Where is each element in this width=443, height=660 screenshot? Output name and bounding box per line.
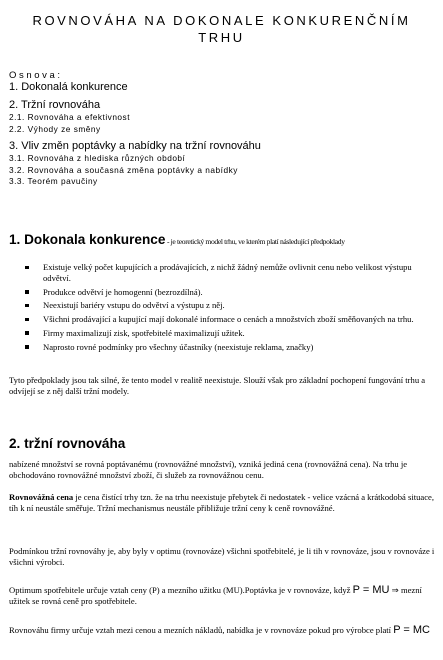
document-title xyxy=(0,12,443,46)
outline-item-2: 2. Tržní rovnováha xyxy=(9,99,101,111)
section-2-paragraph-5: Rovnováhu firmy určuje vztah mezi cenou a mezních nákladů, nabídka je v rovnováze pokud pro výrobce platí P = MC xyxy=(9,624,430,636)
outline-item-1: 1. Dokonalá konkurence xyxy=(9,81,128,93)
bullet-icon xyxy=(25,290,29,294)
assumption-list xyxy=(25,262,435,356)
list-item: Firmy maximalizují zisk, spotřebitelé maximalizují užitek. xyxy=(25,328,435,339)
outline-item-3-1: 3.1. Rovnováha z hlediska různých období xyxy=(9,153,186,163)
section-1-heading-line xyxy=(9,231,441,249)
list-item: Produkce odvětví je homogenní (bezrozdílná). xyxy=(25,287,435,298)
outline-item-2-2: 2.2. Výhody ze směny xyxy=(9,123,101,134)
section-2-paragraph-2: Rovnovážná cena je cena čistící trhy tzn. že na trhu neexistuje přebytek či nedostatek - velice vzácná a krátkodobá situace, tíh k ní neustále směřuje. Tržní mechanismus neustále přibližuje tržní ceny k ceně rovnovážné. xyxy=(9,492,434,513)
outline-item-3-3: 3.3. Teorém pavučiny xyxy=(9,176,98,186)
outline-item-3-2: 3.2. Rovnováha a současná změna poptávky a nabídky xyxy=(9,164,238,175)
list-item: Existuje velký počet kupujících a prodávajících, z nichž žádný nemůže ovlivnit cenu nebo velikost výstupu odvětví. xyxy=(25,262,435,284)
bullet-icon xyxy=(25,318,29,322)
outline xyxy=(9,70,439,188)
section-2-paragraph-3: Podmínkou tržní rovnováhy je, aby byly v optimu (rovnováze) všichni spotřebitelé, je li tih v rovnováze, jsou v rovnováze i všichni výrobci. xyxy=(9,546,435,567)
formula-p-mu: P = MU xyxy=(352,584,390,596)
bullet-icon xyxy=(25,304,29,308)
outline-item-2-1: 2.1. Rovnováha a efektivnost xyxy=(9,112,131,122)
term-equilibrium-price: Rovnovážná cena xyxy=(9,492,74,502)
bullet-icon xyxy=(25,266,29,270)
section-2-paragraph-1: nabízené množství se rovná poptávanému (rovnovážné množství), vzniká jediná cena (rovnovážná cena). Na trhu je obchodováno rovnovážné množství zboží, či služeb za rovnovážnou cenu. xyxy=(9,459,408,480)
title-line-1: ROVNOVÁHA NA DOKONALE KONKURENČNÍM xyxy=(32,13,411,28)
bullet-icon xyxy=(25,331,29,335)
title-line-2: TRHU xyxy=(198,30,245,45)
section-2-heading: 2. tržní rovnováha xyxy=(9,436,126,451)
section-1-note: - je teoretický model trhu, ve kterém platí následující předpoklady xyxy=(165,237,345,246)
section-2-paragraph-4: Optimum spotřebitele určuje vztah ceny (P) a mezního užitku (MU).Poptávka je v rovnováze, když P = MU ⇒ mezní užitek se rovná ceně pro spotřebitele. xyxy=(9,584,422,606)
list-item: Všichni prodávající a kupující mají dokonalé informace o cenách a množstvích zboží směňovaných na trhu. xyxy=(25,314,435,325)
outline-item-3: 3. Vliv změn poptávky a nabídky na tržní rovnováhu xyxy=(9,140,261,152)
bullet-icon xyxy=(25,345,29,349)
outline-heading: Osnova: xyxy=(9,70,63,81)
implies-arrow-icon: ⇒ xyxy=(389,585,401,595)
section-1-heading: 1. Dokonala konkurence xyxy=(9,232,166,247)
formula-p-mc: P = MC xyxy=(393,624,430,636)
list-item: Neexistují bariéry vstupu do odvětví a výstupu z něj. xyxy=(25,300,435,311)
list-item: Naprosto rovné podmínky pro všechny účastníky (neexistuje reklama, značky) xyxy=(25,342,435,353)
section-1-summary: Tyto předpoklady jsou tak silné, že tento model v realitě neexistuje. Slouží však pro základní pochopení fungování trhu a odvíjejí se z něj další tržní modely. xyxy=(9,375,426,396)
